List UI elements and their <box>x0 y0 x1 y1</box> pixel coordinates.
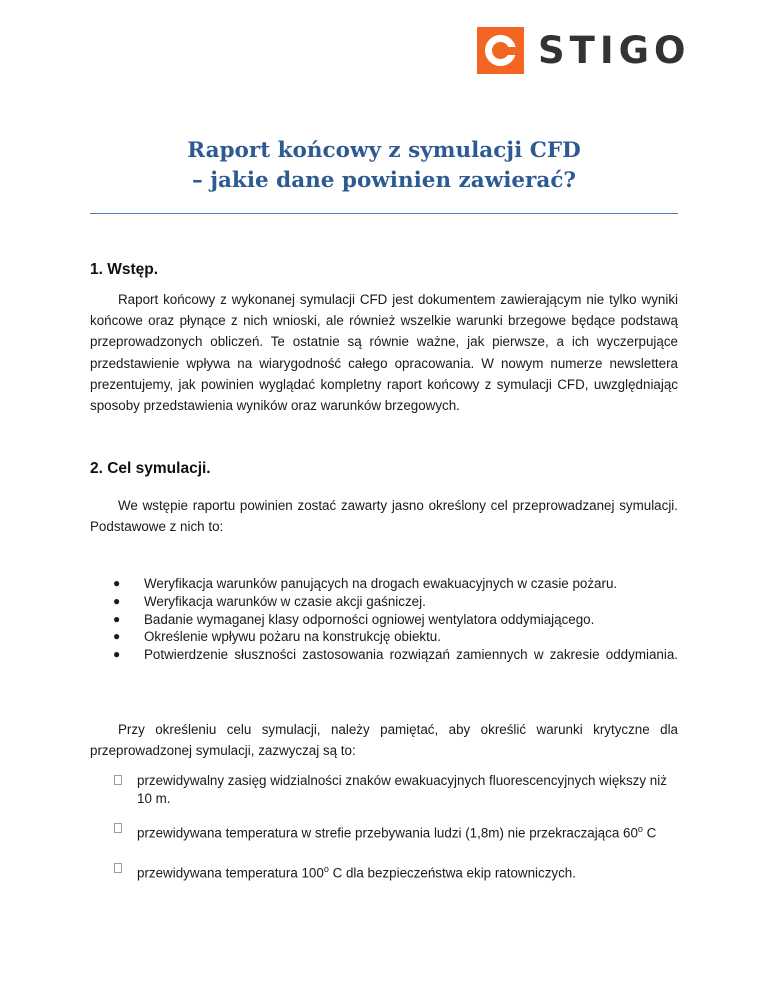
list-item: przewidywana temperatura w strefie przebywania ludzi (1,8m) nie przekraczająca 60$^o$ C <box>90 820 678 842</box>
stigo-logo <box>477 27 690 74</box>
list-item: ● Weryfikacja warunków panujących na drogach ewakuacyjnych w czasie pożaru. <box>113 576 618 591</box>
bullet-icon: ● <box>113 593 121 608</box>
bullet-icon: ● <box>113 576 121 590</box>
title-divider <box>90 213 678 214</box>
section-1-heading: 1. Wstęp. <box>90 261 159 278</box>
checkbox-icon <box>114 863 122 873</box>
section-1-paragraph: Raport końcowy z wykonanej symulacji CFD jest dokumentem zawierającym nie tylko wyniki końcowe oraz płynące z nich wnioski, ale również wszelkie warunki brzegowe będące podstawą przeprowadzonych obliczeń. Te ostatnie są równie ważne, jak pierwsze, a ich wyczerpujące przedstawienie wpływa na wiarygodność całego opracowania. W nowym numerze newslettera prezentujemy, jak powinien wyglądać kompletny raport końcowy z symulacji CFD, uwzględniając sposoby przedstawienia wyników oraz warunków brzegowych. <box>90 292 678 414</box>
bullet-icon: ● <box>113 647 121 662</box>
list-item: ● Potwierdzenie słuszności zastosowania rozwiązań zamiennych w zakresie oddymiania. <box>113 647 678 663</box>
goals-list <box>90 575 678 664</box>
bullet-icon: ● <box>113 629 121 644</box>
title-line-1: Raport końcowy z symulacji CFD <box>187 138 581 163</box>
list-item: ● Określenie wpływu pożaru na konstrukcję obiektu. <box>113 629 441 645</box>
list-item: przewidywalny zasięg widzialności znaków ewakuacyjnych fluorescencyjnych większy niż 10 m. <box>90 772 678 808</box>
checkbox-icon <box>114 823 122 833</box>
list-item: przewidywana temperatura 100$^o$ C dla bezpieczeństwa ekip ratowniczych. <box>90 860 678 882</box>
stigo-logo-mark <box>477 27 524 74</box>
checkbox-icon <box>114 775 122 785</box>
stigo-logo-text: STIGO <box>538 29 691 72</box>
section-2-intro: We wstępie raportu powinien zostać zawarty jasno określony cel przeprowadzanej symulacji. Podstawowe z nich to: <box>90 498 678 535</box>
list-item: ● Weryfikacja warunków w czasie akcji gaśniczej. <box>113 593 426 609</box>
bullet-icon: ● <box>113 611 121 626</box>
title-line-2: – jakie dane powinien zawierać? <box>191 168 577 193</box>
document-title <box>90 136 678 196</box>
criteria-intro: Przy określeniu celu symulacji, należy pamiętać, aby określić warunki krytyczne dla przeprowadzonej symulacji, zazwyczaj są to: <box>90 722 678 759</box>
list-item: ● Badanie wymaganej klasy odporności ogniowej wentylatora oddymiającego. <box>113 611 595 627</box>
section-2-heading: 2. Cel symulacji. <box>90 460 211 477</box>
